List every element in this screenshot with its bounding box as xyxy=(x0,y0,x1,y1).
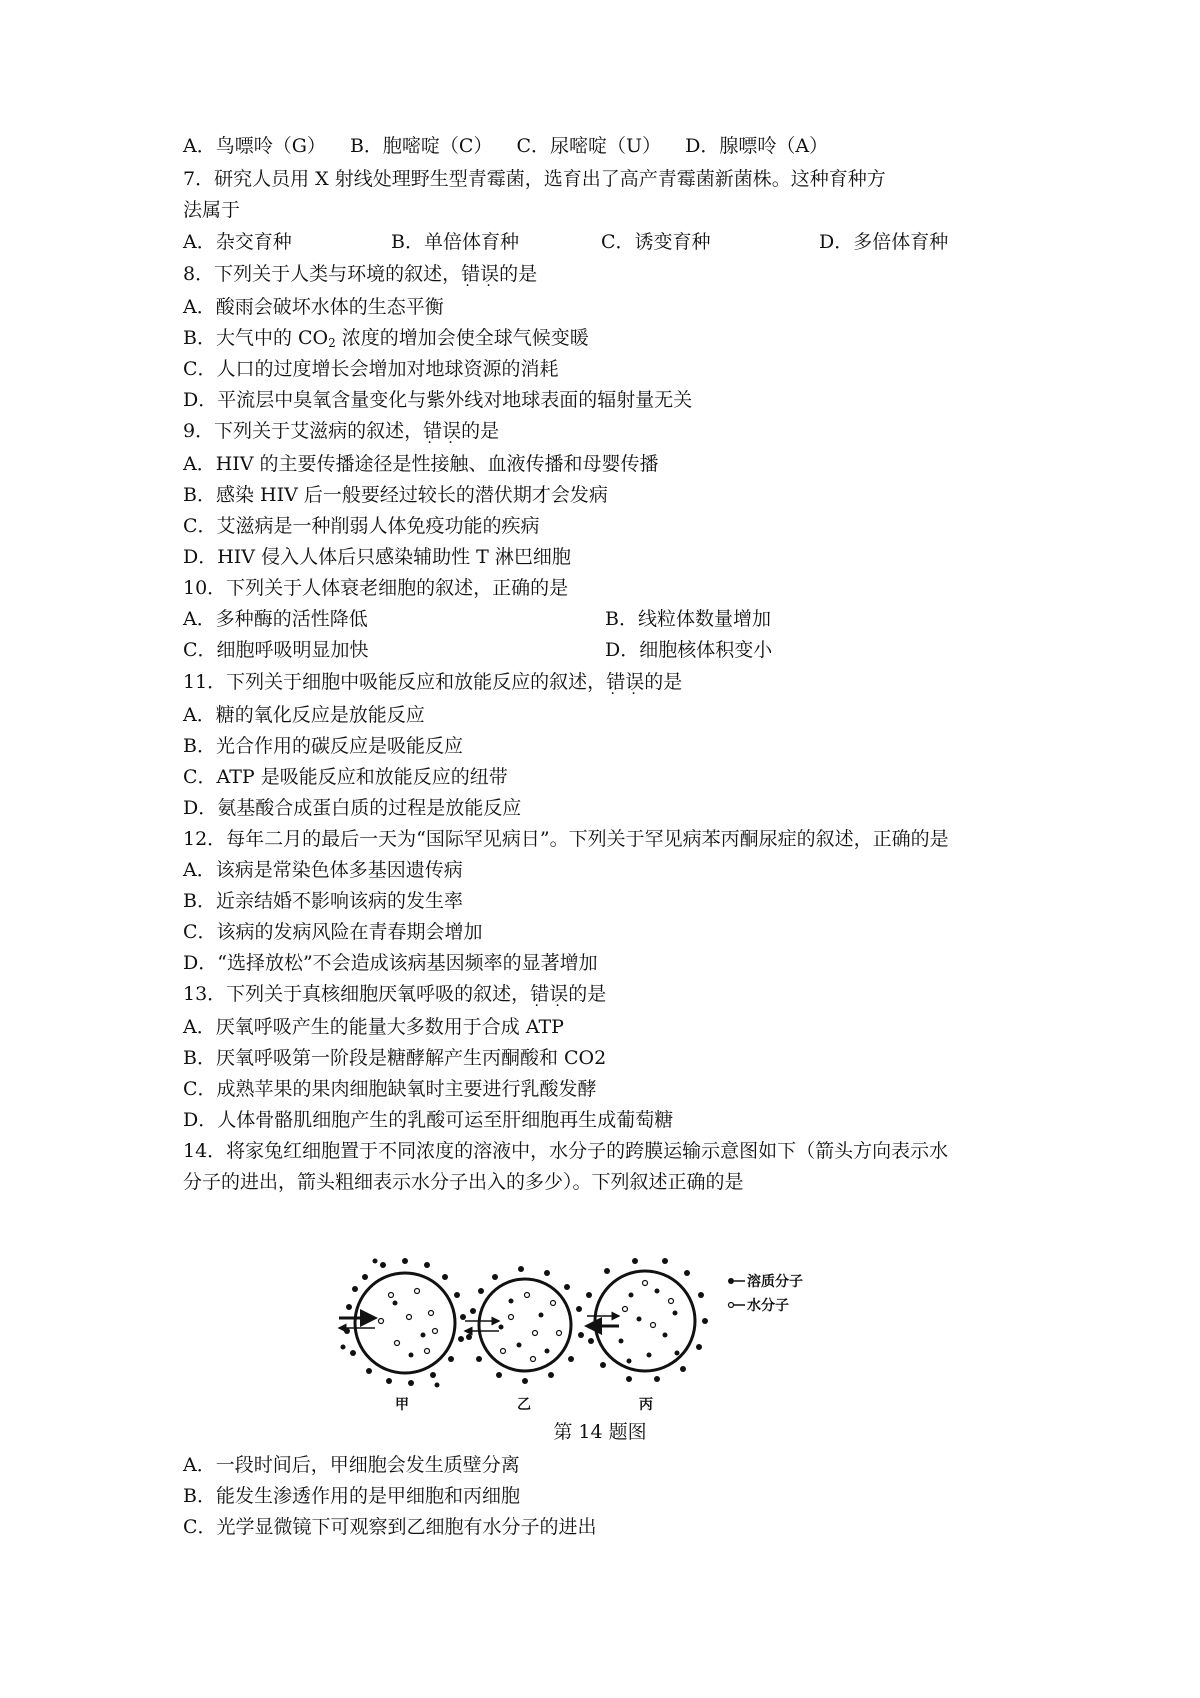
q9-stem: 9．下列关于艾滋病的叙述，错误 · ·的是 xyxy=(183,419,499,443)
q9-option-d: D．HIV 侵入人体后只感染辅助性 T 淋巴细胞 xyxy=(183,546,571,568)
q14-figure xyxy=(335,1255,880,1415)
q11-option-b: B．光合作用的碳反应是吸能反应 xyxy=(183,735,463,757)
q9-option-a: A．HIV 的主要传播途径是性接触、血液传播和母婴传播 xyxy=(183,453,659,475)
q6-option-d: D．腺嘌呤（A） xyxy=(685,135,829,157)
q6-option-a: A．鸟嘌呤（G） xyxy=(183,135,326,157)
q13-option-b: B．厌氧呼吸第一阶段是糖酵解产生丙酮酸和 CO2 xyxy=(183,1047,607,1069)
figure-legend xyxy=(728,1273,803,1314)
q13-option-d: D．人体骨骼肌细胞产生的乳酸可运至肝细胞再生成葡萄糖 xyxy=(183,1109,674,1131)
q10-stem: 10．下列关于人体衰老细胞的叙述，正确的是 xyxy=(183,577,569,599)
q8-option-d: D．平流层中臭氧含量变化与紫外线对地球表面的辐射量无关 xyxy=(183,389,693,411)
q13-stem: 13．下列关于真核细胞厌氧呼吸的叙述，错误 · ·的是 xyxy=(183,982,606,1006)
q9-option-c: C．艾滋病是一种削弱人体免疫功能的疾病 xyxy=(183,515,540,537)
q11-option-a: A．糖的氧化反应是放能反应 xyxy=(183,704,425,726)
q9-emphasis: 错误 · · xyxy=(423,419,461,443)
q12-option-a: A．该病是常染色体多基因遗传病 xyxy=(183,859,463,881)
cell-yi xyxy=(465,1266,584,1413)
q14-option-b: B．能发生渗透作用的是甲细胞和丙细胞 xyxy=(183,1485,520,1507)
q7-option-d: D．多倍体育种 xyxy=(819,231,949,253)
q11-option-d: D．氨基酸合成蛋白质的过程是放能反应 xyxy=(183,797,522,819)
q13-option-c: C．成熟苹果的果肉细胞缺氧时主要进行乳酸发酵 xyxy=(183,1078,597,1100)
cell-jia xyxy=(339,1258,466,1413)
q11-stem: 11．下列关于细胞中吸能反应和放能反应的叙述，错误 · ·的是 xyxy=(183,670,682,694)
q14-figure-caption: 第 14 题图 xyxy=(553,1421,647,1443)
q11-emphasis: 错误 · · xyxy=(606,670,644,694)
q13-option-a: A．厌氧呼吸产生的能量大多数用于合成 ATP xyxy=(183,1016,564,1038)
q8-emphasis: 错误 · · xyxy=(461,262,499,286)
q8-option-c: C．人口的过度增长会增加对地球资源的消耗 xyxy=(183,358,559,380)
q8-option-a: A．酸雨会破坏水体的生态平衡 xyxy=(183,296,444,318)
cell-yi-label: 乙 xyxy=(517,1397,531,1413)
cell-bing xyxy=(586,1258,708,1413)
q10-option-b: B．线粒体数量增加 xyxy=(605,608,771,630)
q6-option-c: C．尿嘧啶（U） xyxy=(516,135,662,157)
q13-emphasis: 错误 · · xyxy=(530,982,568,1006)
legend-solute: 溶质分子 xyxy=(747,1274,803,1290)
q14-stem-line2: 分子的进出，箭头粗细表示水分子出入的多少）。下列叙述正确的是 xyxy=(183,1171,744,1193)
q10-option-a: A．多种酶的活性降低 xyxy=(183,608,368,630)
q10-options-row2 xyxy=(183,638,983,662)
q14-option-a: A．一段时间后，甲细胞会发生质壁分离 xyxy=(183,1454,520,1476)
q12-option-d: D．“选择放松”不会造成该病基因频率的显著增加 xyxy=(183,952,598,974)
q10-options-row1 xyxy=(183,607,983,631)
q7-option-a: A．杂交育种 xyxy=(183,231,292,253)
q6-option-b: B．胞嘧啶（C） xyxy=(349,135,493,157)
q8-stem: 8．下列关于人类与环境的叙述，错误 · ·的是 xyxy=(183,262,537,286)
q10-option-c: C．细胞呼吸明显加快 xyxy=(183,639,369,661)
q12-option-b: B．近亲结婚不影响该病的发生率 xyxy=(183,890,463,912)
q9-option-b: B．感染 HIV 后一般要经过较长的潜伏期才会发病 xyxy=(183,484,608,506)
q7-options xyxy=(183,230,983,254)
q7-stem-line2: 法属于 xyxy=(183,199,241,221)
cell-bing-label: 丙 xyxy=(639,1397,653,1413)
q14-option-c: C．光学显微镜下可观察到乙细胞有水分子的进出 xyxy=(183,1516,597,1538)
q7-stem-line1: 7．研究人员用 X 射线处理野生型青霉菌，选育出了高产青霉菌新菌株。这种育种方 xyxy=(183,168,886,190)
q14-stem-line1: 14．将家兔红细胞置于不同浓度的溶液中，水分子的跨膜运输示意图如下（箭头方向表示水 xyxy=(183,1140,949,1162)
q8-option-b: B．大气中的 $CO_2$ 浓度的增加会使全球气候变暖 xyxy=(183,327,589,350)
q7-option-b: B．单倍体育种 xyxy=(391,231,519,253)
q10-option-d: D．细胞核体积变小 xyxy=(605,639,773,661)
legend-water: 水分子 xyxy=(747,1298,789,1314)
q12-option-c: C．该病的发病风险在青春期会增加 xyxy=(183,921,483,943)
q7-option-c: C．诱变育种 xyxy=(601,231,711,253)
q11-option-c: C．ATP 是吸能反应和放能反应的纽带 xyxy=(183,766,508,788)
q12-stem: 12．每年二月的最后一天为“国际罕见病日”。下列关于罕见病苯丙酮尿症的叙述，正确的是 xyxy=(183,828,949,850)
cell-jia-label: 甲 xyxy=(395,1397,409,1413)
q6-options xyxy=(183,134,828,158)
